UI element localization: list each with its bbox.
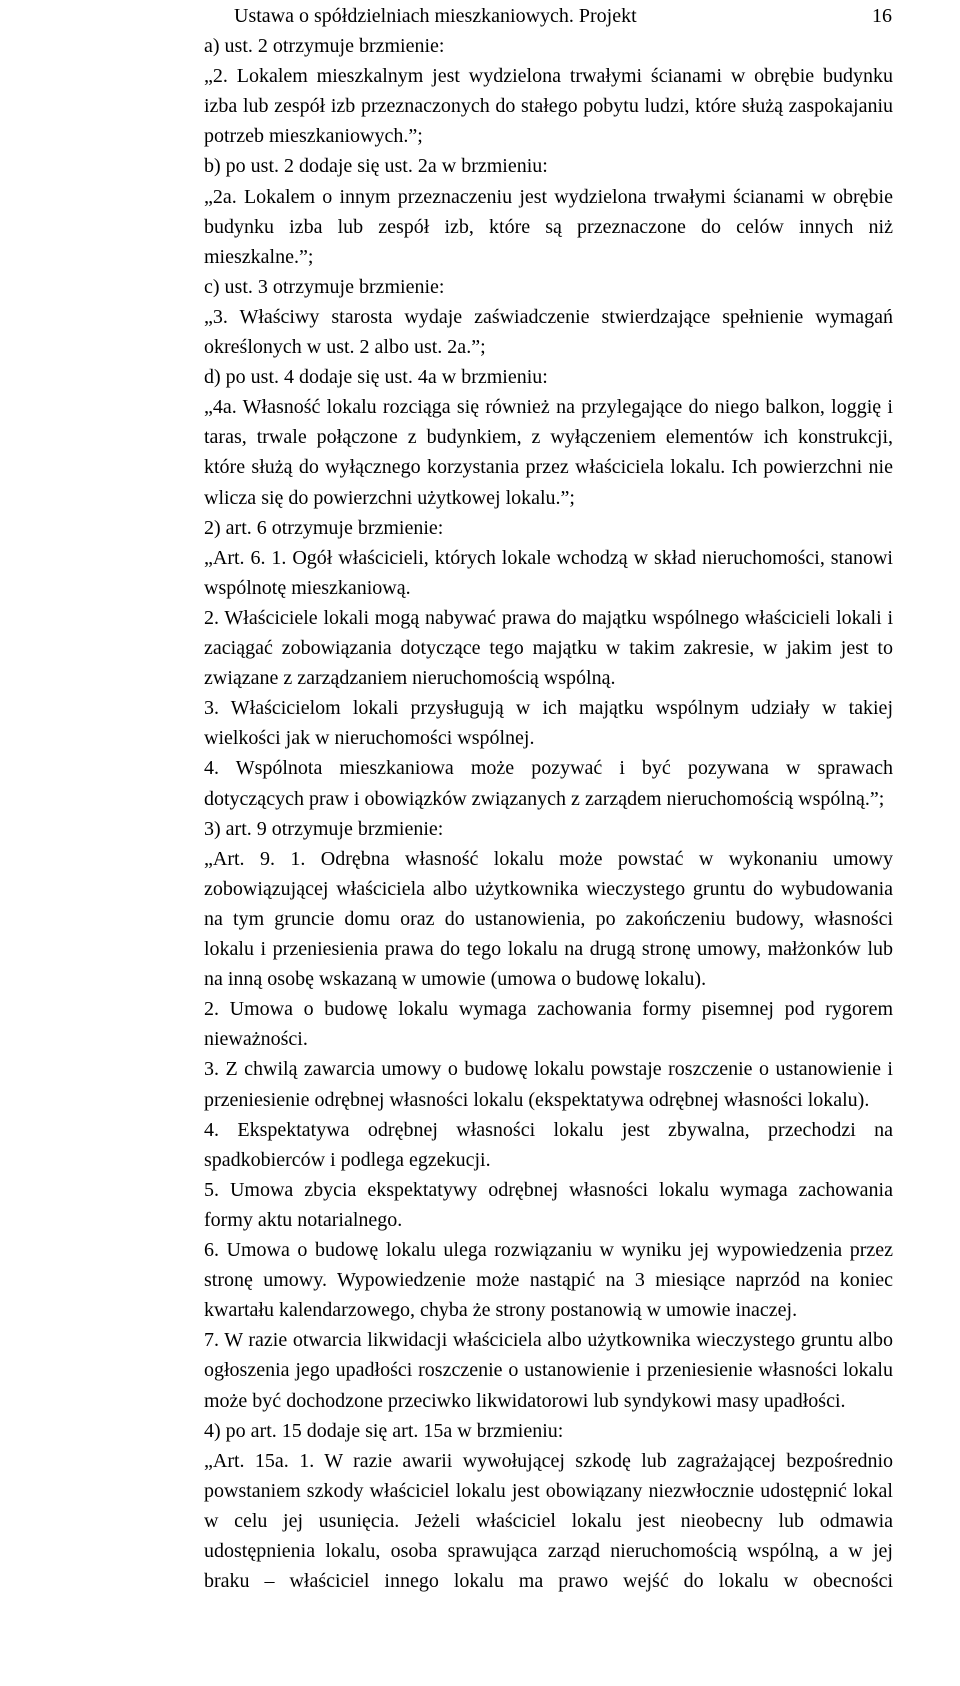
text-line: „Art. 9. 1. Odrębna własność lokalu może powstać w wykonaniu umowy [204,847,893,870]
text-line: na tym gruncie domu oraz do ustanowienia, po zakończeniu budowy, własności [204,907,893,930]
page-number: 16 [872,5,892,27]
text-line: taras, trwale połączone z budynkiem, z wyłączeniem elementów ich konstrukcji, [204,426,893,449]
text-line: związane z zarządzaniem nieruchomością wspólną. [204,667,616,690]
text-line: zobowiązującej właściciela albo użytkownika wieczystego gruntu do wybudowania [204,877,893,900]
text-line: 6. Umowa o budowę lokalu ulega rozwiązaniu w wyniku jej wypowiedzenia przez [204,1239,893,1261]
text-line: wspólnotę mieszkaniową. [204,576,411,599]
text-line: 4) po art. 15 dodaje się art. 15a w brzmieniu: [204,1419,564,1442]
text-line: które służą do wyłącznego korzystania przez właściciela lokalu. Ich powierzchni nie [204,456,893,479]
text-line: ogłoszenia jego upadłości roszczenie o ustanowienie i przeniesienie własności lokalu [204,1359,893,1382]
text-line: braku – właściciel innego lokalu ma prawo wejść do lokalu w obecności [204,1570,893,1593]
text-line: 2) art. 6 otrzymuje brzmienie: [204,516,444,539]
text-line: „Art. 6. 1. Ogół właścicieli, których lokale wchodzą w skład nieruchomości, stanowi [204,546,893,569]
text-line: 4. Wspólnota mieszkaniowa może pozywać i być pozywana w sprawach [204,757,893,780]
text-line: na inną osobę wskazaną w umowie (umowa o budowę lokalu). [204,968,707,991]
text-line: 4. Ekspektatywa odrębnej własności lokalu jest zbywalna, przechodzi na [204,1118,893,1141]
text-line: a) ust. 2 otrzymuje brzmienie: [204,35,445,57]
text-line: wielkości jak w nieruchomości wspólnej. [204,727,535,750]
text-line: mieszkalne.”; [204,245,314,268]
text-line: w celu jej usunięcia. Jeżeli właściciel lokalu jest nieobecny lub odmawia [204,1509,893,1532]
text-line: kwartału kalendarzowego, chyba że strony postanowią w umowie inaczej. [204,1299,798,1322]
text-line: może być dochodzone przeciwko likwidatorowi lub syndykowi masy upadłości. [204,1389,846,1412]
text-line: „2a. Lokalem o innym przeznaczeniu jest wydzielona trwałymi ścianami w obrębie [204,185,893,208]
text-line: formy aktu notarialnego. [204,1208,403,1231]
text-line: b) po ust. 2 dodaje się ust. 2a w brzmieniu: [204,155,548,178]
text-line: określonych w ust. 2 albo ust. 2a.”; [204,336,486,358]
running-header-title: Ustawa o spółdzielniach mieszkaniowych. Projekt [234,5,637,27]
text-line: dotyczących praw i obowiązków związanych z zarządem nieruchomością wspólną.”; [204,787,885,810]
text-line: izba lub zespół izb przeznaczonych do stałego pobytu ludzi, które służą zaspokajaniu [204,95,893,118]
text-line: nieważności. [204,1028,308,1051]
text-line: lokalu i przeniesienia prawa do tego lokalu na drugą stronę umowy, małżonków lub [204,938,893,960]
text-line: stronę umowy. Wypowiedzenie może nastąpić na 3 miesiące naprzód na koniec [204,1269,893,1292]
text-line: przeniesienie odrębnej własności lokalu (ekspektatywa odrębnej własności lokalu). [204,1088,870,1111]
text-line: 3. Z chwilą zawarcia umowy o budowę lokalu powstaje roszczenie o ustanowienie i [204,1058,893,1081]
text-line: spadkobierców i podlega egzekucji. [204,1148,491,1171]
text-line: d) po ust. 4 dodaje się ust. 4a w brzmieniu: [204,366,548,389]
text-line: zaciągać zobowiązania dotyczące tego majątku w takim zakresie, w jakim jest to [204,637,893,659]
text-line: 2. Właściciele lokali mogą nabywać prawa do majątku wspólnego właścicieli lokali i [204,606,893,629]
text-line: budynku izba lub zespół izb, które są przeznaczone do celów innych niż [204,215,893,238]
text-line: „3. Właściwy starosta wydaje zaświadczenie stwierdzające spełnienie wymagań [204,305,893,328]
text-line: 5. Umowa zbycia ekspektatywy odrębnej własności lokalu wymaga zachowania [204,1178,893,1201]
text-line: „Art. 15a. 1. W razie awarii wywołującej szkodę lub zagrażającej bezpośrednio [204,1449,893,1472]
text-line: wlicza się do powierzchni użytkowej lokalu.”; [204,486,575,509]
text-line: „2. Lokalem mieszkalnym jest wydzielona trwałymi ścianami w obrębie budynku [204,65,893,88]
text-line: potrzeb mieszkaniowych.”; [204,125,423,148]
text-line: 2. Umowa o budowę lokalu wymaga zachowania formy pisemnej pod rygorem [204,998,893,1021]
text-line: „4a. Własność lokalu rozciąga się również na przylegające do niego balkon, loggię i [204,396,893,419]
text-line: 3. Właścicielom lokali przysługują w ich majątku wspólnym udziały w takiej [204,697,893,720]
text-line: 3) art. 9 otrzymuje brzmienie: [204,817,444,840]
text-line: c) ust. 3 otrzymuje brzmienie: [204,275,445,298]
text-line: 7. W razie otwarcia likwidacji właściciela albo użytkownika wieczystego gruntu albo [204,1329,893,1352]
text-line: udostępnienia lokalu, osoba sprawująca zarząd nieruchomością wspólną, a w jej [204,1540,893,1562]
text-line: powstaniem szkody właściciel lokalu jest obowiązany niezwłocznie udostępnić lokal [204,1479,893,1502]
